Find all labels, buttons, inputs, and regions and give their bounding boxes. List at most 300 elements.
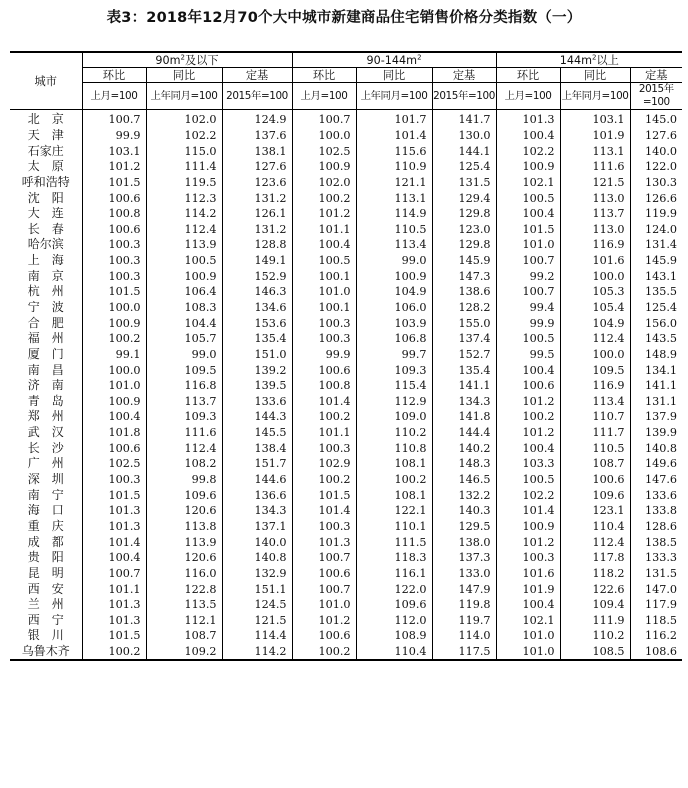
subheader-fixed-base: 定基 [222,68,292,83]
base-last-year: 上年同月=100 [356,83,432,110]
index-value: 109.2 [146,644,222,661]
group-header-large: $144m^2$以上 [496,52,682,68]
index-value: 109.3 [146,409,222,425]
index-value: 138.4 [222,440,292,456]
index-value: 127.6 [222,159,292,175]
table-row [10,331,682,347]
index-value: 100.8 [292,378,356,394]
index-value: 100.3 [292,519,356,535]
index-value: 118.3 [356,550,432,566]
index-value: 100.5 [496,472,560,488]
index-value: 123.6 [222,175,292,191]
index-value: 101.3 [82,519,146,535]
index-value: 135.4 [222,331,292,347]
index-value: 132.9 [222,566,292,582]
index-value: 100.3 [496,550,560,566]
table-row [10,487,682,503]
index-value: 100.7 [496,253,560,269]
index-value: 134.3 [432,394,496,410]
index-value: 103.3 [496,456,560,472]
index-value: 101.9 [496,581,560,597]
index-value: 140.2 [432,440,496,456]
index-value: 100.4 [292,237,356,253]
index-value: 99.0 [356,253,432,269]
index-value: 116.9 [560,237,630,253]
index-value: 101.3 [292,534,356,550]
index-value: 128.2 [432,300,496,316]
base-last-month: 上月=100 [496,83,560,110]
index-value: 101.4 [356,128,432,144]
index-value: 110.9 [356,159,432,175]
city-name: 武 汉 [10,425,82,441]
base-last-year: 上年同月=100 [560,83,630,110]
index-value: 110.5 [560,440,630,456]
index-value: 106.4 [146,284,222,300]
index-value: 112.1 [146,613,222,629]
index-value: 101.0 [292,284,356,300]
index-value: 100.7 [292,110,356,128]
index-value: 110.5 [356,221,432,237]
subheader-fixed-base: 定基 [432,68,496,83]
index-value: 100.7 [82,110,146,128]
index-value: 126.1 [222,206,292,222]
index-value: 144.1 [432,143,496,159]
index-value: 100.4 [496,128,560,144]
index-value: 101.2 [496,425,560,441]
index-value: 108.6 [645,645,678,659]
index-value: 108.5 [560,644,630,661]
index-value: 147.6 [645,473,678,487]
index-value: 140.8 [645,441,678,455]
table-row [10,566,682,582]
index-value: 133.0 [432,566,496,582]
index-value: 101.1 [292,221,356,237]
index-value: 113.4 [560,394,630,410]
index-value: 141.8 [432,409,496,425]
index-value: 129.5 [432,519,496,535]
index-value: 101.7 [356,110,432,128]
index-value: 131.4 [645,238,678,252]
index-value: 100.9 [496,159,560,175]
index-value: 135.4 [432,362,496,378]
index-value: 100.0 [292,128,356,144]
index-value: 100.2 [292,472,356,488]
index-value: 140.3 [432,503,496,519]
index-value: 122.1 [356,503,432,519]
index-value: 148.3 [432,456,496,472]
index-value: 113.7 [560,206,630,222]
table-row [10,472,682,488]
city-name: 济 南 [10,378,82,394]
table-row [10,378,682,394]
index-value: 101.3 [82,597,146,613]
index-value: 100.2 [292,190,356,206]
city-name: 乌鲁木齐 [10,644,82,661]
index-value: 104.9 [356,284,432,300]
city-name: 杭 州 [10,284,82,300]
index-value: 110.1 [356,519,432,535]
index-value: 123.1 [560,503,630,519]
index-value: 131.2 [222,190,292,206]
index-value: 99.7 [356,347,432,363]
city-name: 哈尔滨 [10,237,82,253]
index-value: 100.0 [560,347,630,363]
index-value: 129.8 [432,237,496,253]
index-value: 137.9 [645,410,678,424]
city-name: 青 岛 [10,394,82,410]
index-value: 100.1 [292,300,356,316]
index-value: 146.5 [432,472,496,488]
index-value: 101.2 [82,159,146,175]
index-value: 114.2 [222,644,292,661]
index-value: 152.7 [432,347,496,363]
index-value: 112.4 [560,534,630,550]
index-value: 111.7 [560,425,630,441]
index-value: 119.7 [432,613,496,629]
index-value: 120.6 [146,550,222,566]
index-value: 102.0 [292,175,356,191]
index-value: 101.4 [292,394,356,410]
index-value: 113.7 [146,394,222,410]
city-name: 深 圳 [10,472,82,488]
city-name: 太 原 [10,159,82,175]
index-value: 138.5 [645,535,678,549]
table-row [10,300,682,316]
index-value: 136.6 [222,487,292,503]
index-value: 134.3 [222,503,292,519]
index-value: 102.0 [146,110,222,128]
index-value: 99.2 [496,268,560,284]
index-value: 141.1 [432,378,496,394]
index-value: 108.7 [146,628,222,644]
index-value: 127.6 [645,128,678,142]
index-value: 111.4 [146,159,222,175]
index-value: 111.5 [356,534,432,550]
base-last-month: 上月=100 [292,83,356,110]
index-value: 99.9 [292,347,356,363]
index-value: 148.9 [645,347,678,361]
city-name: 南 昌 [10,362,82,378]
index-value: 100.4 [496,597,560,613]
index-value: 112.4 [146,221,222,237]
index-value: 140.8 [222,550,292,566]
group-header-small: $90m^2$及以下 [82,52,292,68]
index-value: 108.3 [146,300,222,316]
index-value: 114.2 [146,206,222,222]
subheader-mom: 环比 [496,68,560,83]
index-value: 112.9 [356,394,432,410]
index-value: 115.6 [356,143,432,159]
index-value: 104.9 [560,315,630,331]
index-value: 100.0 [82,362,146,378]
index-value: 109.0 [356,409,432,425]
index-value: 100.2 [496,409,560,425]
index-value: 110.2 [560,628,630,644]
index-value: 137.4 [432,331,496,347]
table-row [10,110,682,128]
index-value: 100.9 [292,159,356,175]
city-name: 南 京 [10,268,82,284]
index-value: 124.5 [222,597,292,613]
index-value: 113.8 [146,519,222,535]
city-name: 西 安 [10,581,82,597]
index-value: 100.6 [496,378,560,394]
index-value: 112.0 [356,613,432,629]
table-row [10,628,682,644]
table-row [10,613,682,629]
index-value: 135.5 [645,285,678,299]
index-value: 102.2 [146,128,222,144]
city-name: 郑 州 [10,409,82,425]
index-value: 138.0 [432,534,496,550]
index-value: 100.5 [496,331,560,347]
index-value: 100.6 [292,566,356,582]
index-value: 100.6 [82,190,146,206]
index-value: 101.0 [496,628,560,644]
city-name: 广 州 [10,456,82,472]
index-value: 147.3 [432,268,496,284]
header-group-row [10,52,682,68]
city-name: 西 宁 [10,613,82,629]
table-row [10,644,682,661]
index-value: 143.5 [645,332,678,346]
table-row [10,284,682,300]
index-value: 101.9 [560,128,630,144]
index-value: 101.0 [496,237,560,253]
index-value: 100.6 [292,362,356,378]
index-value: 113.0 [560,221,630,237]
index-value: 102.5 [292,143,356,159]
table-row [10,268,682,284]
index-value: 145.9 [645,254,678,268]
index-value: 102.1 [496,613,560,629]
city-name: 天 津 [10,128,82,144]
index-value: 100.2 [292,644,356,661]
index-value: 100.6 [560,472,630,488]
index-value: 112.3 [146,190,222,206]
table-row [10,190,682,206]
index-value: 110.8 [356,440,432,456]
index-value: 155.0 [432,315,496,331]
index-value: 133.3 [645,551,678,565]
index-value: 144.3 [222,409,292,425]
base-2015: 2015年=100 [222,83,292,110]
index-value: 100.9 [356,268,432,284]
index-value: 99.4 [496,300,560,316]
index-value: 113.9 [146,237,222,253]
index-value: 140.0 [645,144,678,158]
city-name: 贵 阳 [10,550,82,566]
index-value: 130.0 [432,128,496,144]
index-value: 119.8 [432,597,496,613]
index-value: 128.8 [222,237,292,253]
header-base-row [10,83,682,110]
index-value: 115.0 [146,143,222,159]
index-value: 126.6 [645,191,678,205]
index-value: 110.7 [560,409,630,425]
city-name: 银 川 [10,628,82,644]
index-value: 139.5 [222,378,292,394]
index-value: 100.5 [292,253,356,269]
index-value: 100.4 [496,440,560,456]
index-value: 110.4 [356,644,432,661]
index-value: 100.2 [82,331,146,347]
index-value: 109.5 [560,362,630,378]
index-value: 134.6 [222,300,292,316]
index-value: 100.4 [82,409,146,425]
table-row [10,221,682,237]
header-sub-row [10,68,682,83]
index-value: 100.2 [292,409,356,425]
index-value: 125.4 [645,301,678,314]
index-value: 104.4 [146,315,222,331]
index-value: 121.5 [222,613,292,629]
index-value: 139.2 [222,362,292,378]
index-value: 147.9 [432,581,496,597]
subheader-mom: 环比 [82,68,146,83]
index-value: 109.6 [146,487,222,503]
index-value: 100.6 [82,440,146,456]
index-value: 101.3 [82,503,146,519]
city-name: 长 沙 [10,440,82,456]
index-value: 146.3 [222,284,292,300]
index-value: 100.4 [82,550,146,566]
index-value: 113.1 [356,190,432,206]
city-name: 海 口 [10,503,82,519]
index-value: 100.0 [560,268,630,284]
table-row [10,534,682,550]
index-value: 128.6 [645,519,678,533]
index-value: 147.0 [645,582,678,596]
index-value: 131.5 [645,566,678,580]
index-value: 100.6 [82,221,146,237]
index-value: 100.3 [292,315,356,331]
index-value: 100.9 [146,268,222,284]
index-value: 100.8 [82,206,146,222]
index-value: 106.8 [356,331,432,347]
index-value: 131.2 [222,221,292,237]
index-value: 116.2 [645,629,678,643]
index-value: 120.6 [146,503,222,519]
index-value: 100.2 [356,472,432,488]
index-value: 105.4 [560,300,630,316]
index-value: 111.6 [560,159,630,175]
index-value: 99.9 [496,315,560,331]
index-value: 102.9 [292,456,356,472]
index-value: 125.4 [432,159,496,175]
index-value: 101.5 [496,221,560,237]
city-column-header: 城市 [10,52,82,110]
base-2015: 2015年=100 [630,83,682,110]
index-value: 100.5 [146,253,222,269]
index-value: 121.1 [356,175,432,191]
index-value: 101.0 [82,378,146,394]
table-row [10,394,682,410]
index-value: 121.5 [560,175,630,191]
index-value: 137.6 [222,128,292,144]
index-value: 101.2 [292,613,356,629]
table-row [10,440,682,456]
subheader-yoy: 同比 [560,68,630,83]
index-value: 108.9 [356,628,432,644]
table-row [10,456,682,472]
index-value: 119.9 [645,207,678,221]
table-row [10,597,682,613]
index-value: 101.3 [496,110,560,128]
subheader-yoy: 同比 [146,68,222,83]
index-value: 100.0 [82,300,146,316]
index-value: 129.4 [432,190,496,206]
index-value: 101.2 [292,206,356,222]
table-row [10,206,682,222]
index-value: 119.5 [146,175,222,191]
table-row [10,503,682,519]
table-row [10,175,682,191]
index-value: 114.4 [222,628,292,644]
index-value: 113.9 [146,534,222,550]
index-value: 108.1 [356,487,432,503]
index-value: 137.3 [432,550,496,566]
index-value: 100.7 [292,581,356,597]
index-value: 141.7 [432,110,496,128]
index-value: 156.0 [645,316,678,330]
index-value: 133.6 [222,394,292,410]
index-value: 115.4 [356,378,432,394]
index-value: 131.5 [432,175,496,191]
index-value: 100.7 [496,284,560,300]
index-value: 100.3 [292,440,356,456]
index-value: 139.9 [645,426,678,440]
index-value: 114.9 [356,206,432,222]
index-value: 105.7 [146,331,222,347]
city-name: 合 肥 [10,315,82,331]
index-value: 109.6 [560,487,630,503]
index-value: 101.4 [82,534,146,550]
city-name: 北 京 [10,110,82,128]
city-name: 长 春 [10,221,82,237]
index-value: 145.0 [645,113,678,127]
table-row [10,550,682,566]
index-value: 143.1 [645,269,678,283]
index-value: 149.1 [222,253,292,269]
index-value: 117.8 [560,550,630,566]
index-value: 101.4 [496,503,560,519]
city-name: 呼和浩特 [10,175,82,191]
city-name: 宁 波 [10,300,82,316]
index-value: 144.4 [432,425,496,441]
table-row [10,409,682,425]
index-value: 111.9 [560,613,630,629]
index-value: 101.5 [82,628,146,644]
index-value: 149.6 [645,457,678,471]
index-value: 137.1 [222,519,292,535]
index-value: 109.5 [146,362,222,378]
table-row [10,128,682,144]
table-row [10,159,682,175]
index-value: 106.0 [356,300,432,316]
index-value: 103.1 [560,110,630,128]
index-value: 130.3 [645,175,678,189]
index-value: 99.0 [146,347,222,363]
index-value: 133.6 [645,488,678,502]
index-value: 118.5 [645,613,678,627]
index-value: 100.6 [292,628,356,644]
index-value: 123.0 [432,221,496,237]
index-value: 113.5 [146,597,222,613]
index-value: 101.2 [496,534,560,550]
table-row [10,237,682,253]
city-name: 兰 州 [10,597,82,613]
